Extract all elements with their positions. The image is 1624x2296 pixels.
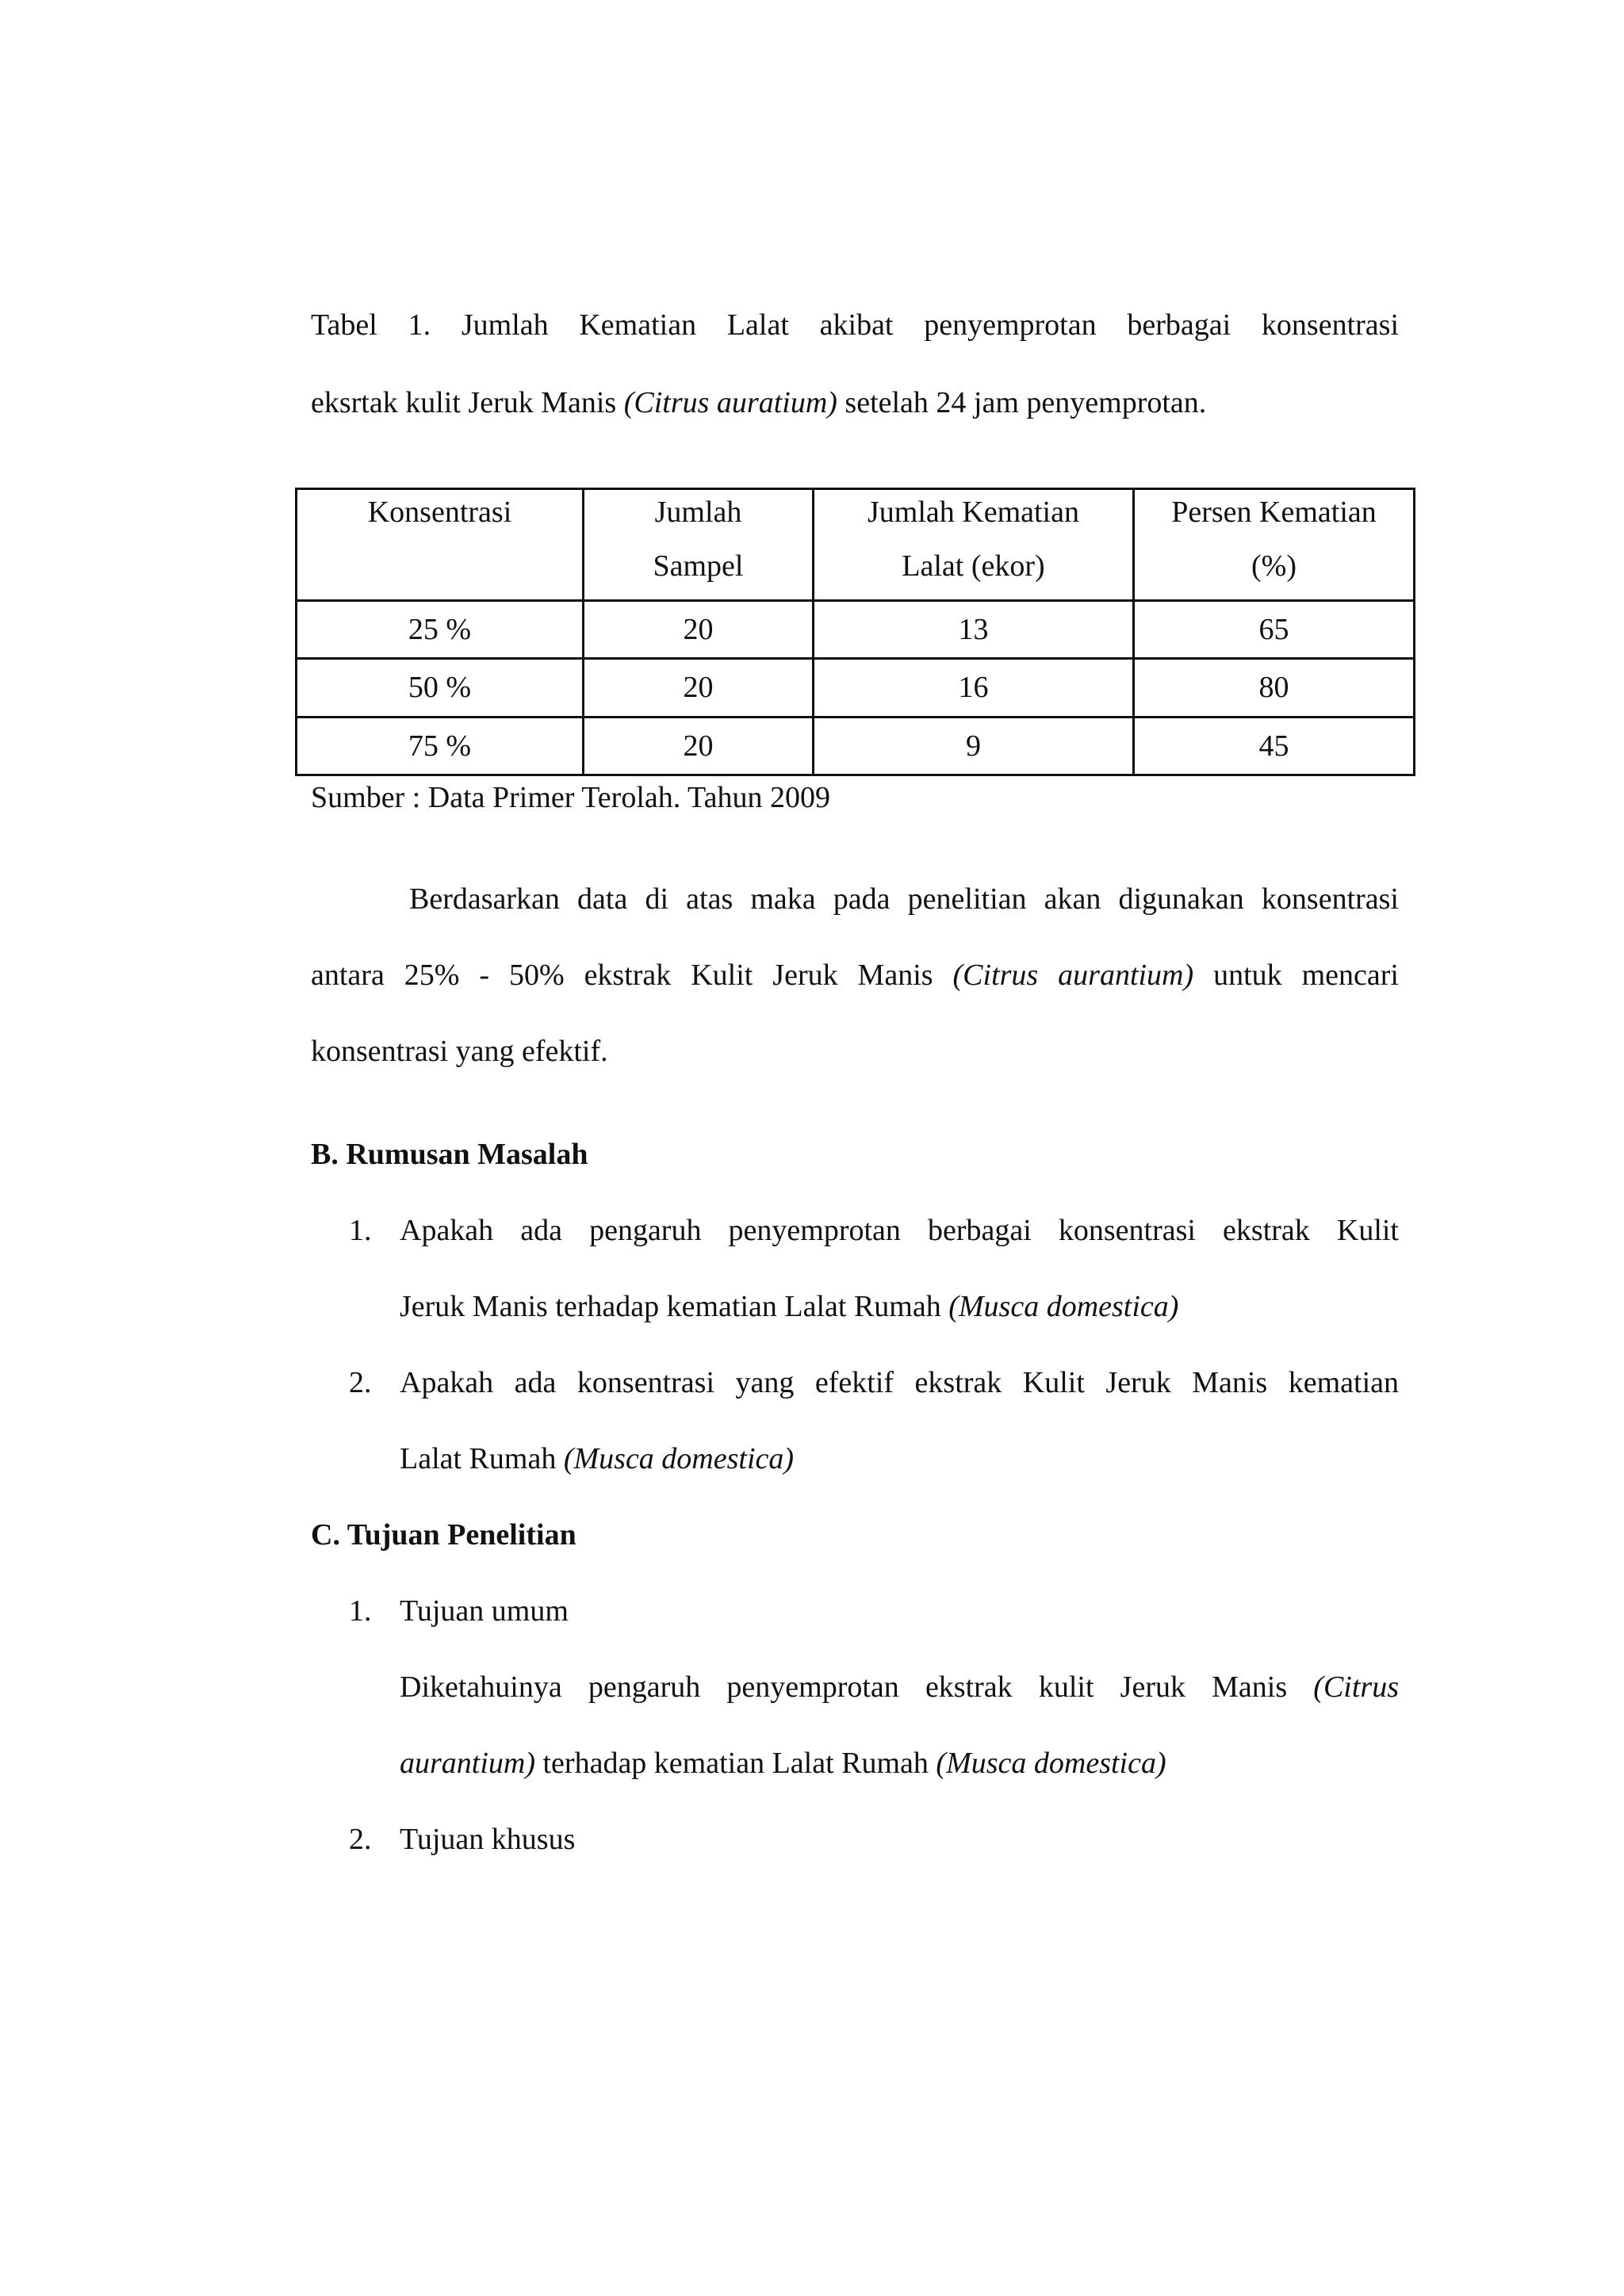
list-item-line: Apakah ada konsentrasi yang efektif ekstrak Kulit Jeruk Manis kematian [400,1366,1399,1399]
table-cell: 13 [814,601,1134,659]
caption-species: (Citrus auratium) [623,386,837,419]
list-number: 2. [349,1823,372,1856]
list-item-text: Lalat Rumah [400,1442,564,1475]
list-item-description-line-1 [400,1670,1399,1705]
table-cell: 45 [1134,717,1415,775]
header-jumlah-kematian [814,489,1134,601]
list-item-species: (Musca domestica) [948,1290,1179,1323]
paragraph-line-1: Berdasarkan data di atas maka pada penelitian akan digunakan konsentrasi [409,882,1399,916]
section-heading-tujuan-penelitian: C. Tujuan Penelitian [311,1518,576,1552]
header-label: Jumlah Kematian [868,496,1079,529]
table-row [297,601,1415,659]
header-label: Jumlah [654,496,742,529]
list-item-title: Tujuan umum [400,1594,569,1628]
table-row [297,717,1415,775]
list-number: 1. [349,1214,372,1247]
description-species: (Citrus [1313,1670,1399,1704]
paragraph-species: (Citrus aurantium) [952,959,1194,992]
paragraph-text-end: untuk mencari [1193,959,1399,992]
table-caption-line-1: Tabel 1. Jumlah Kematian Lalat akibat penyemprotan berbagai konsentrasi [311,308,1399,342]
table-row [297,659,1415,717]
description-text: terhadap kematian Lalat Rumah [535,1747,936,1780]
caption-text-end: setelah 24 jam penyemprotan. [837,386,1207,419]
table-header-row [297,489,1415,601]
table-cell: 25 % [297,601,584,659]
paragraph-line-3: konsentrasi yang efektif. [311,1035,608,1068]
header-label: Sampel [653,549,744,583]
list-item-description-line-2 [400,1746,1166,1781]
list-item-line [400,1441,794,1476]
table-cell: 20 [584,717,814,775]
list-item-species: (Musca domestica) [563,1442,795,1475]
header-label: Lalat (ekor) [902,549,1045,583]
list-item-title: Tujuan khusus [400,1823,576,1856]
list-item-text: Jeruk Manis terhadap kematian Lalat Rumah [400,1290,949,1323]
header-label: Persen Kematian [1171,496,1377,529]
paragraph-line-2 [311,958,1399,993]
results-table [295,488,1415,776]
header-label: Konsentrasi [367,496,512,529]
list-item-line [400,1289,1178,1324]
table-cell: 16 [814,659,1134,717]
table-cell: 20 [584,601,814,659]
description-species: aurantium) [400,1747,535,1780]
table-cell: 75 % [297,717,584,775]
table-cell: 50 % [297,659,584,717]
caption-text: eksrtak kulit Jeruk Manis [311,386,624,419]
header-label: (%) [1251,549,1297,583]
list-item-line: Apakah ada pengaruh penyemprotan berbagai konsentrasi ekstrak Kulit [400,1214,1399,1247]
list-number: 1. [349,1594,372,1628]
table-cell: 20 [584,659,814,717]
table-cell: 9 [814,717,1134,775]
paragraph-text: antara 25% - 50% ekstrak Kulit Jeruk Manis [311,959,953,992]
table-caption-line-2 [311,385,1206,420]
table-cell: 65 [1134,601,1415,659]
header-konsentrasi [297,489,584,601]
description-species: (Musca domestica) [936,1747,1166,1780]
section-heading-rumusan-masalah: B. Rumusan Masalah [311,1138,588,1171]
list-number: 2. [349,1366,372,1399]
description-text: Diketahuinya pengaruh penyemprotan ekstrak kulit Jeruk Manis [400,1670,1314,1704]
table-cell: 80 [1134,659,1415,717]
header-persen-kematian [1134,489,1415,601]
table-source: Sumber : Data Primer Terolah. Tahun 2009 [311,781,830,814]
header-jumlah-sampel [584,489,814,601]
